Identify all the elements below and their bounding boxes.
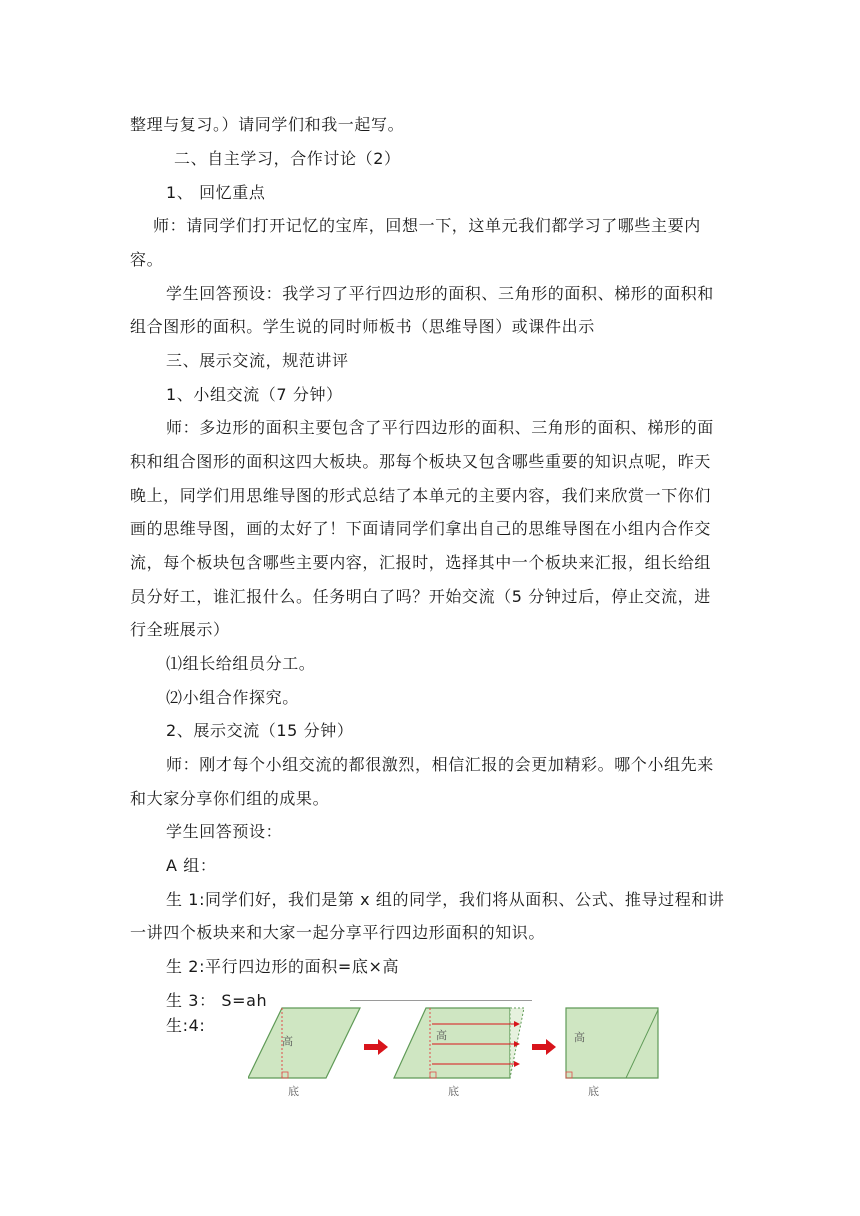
text-line: 师：多边形的面积主要包含了平行四边形的面积、三角形的面积、梯形的面 xyxy=(166,418,714,437)
figure-label-height: 高 xyxy=(436,1029,447,1042)
figure-label-height: 高 xyxy=(574,1031,585,1044)
text-line: 行全班展示） xyxy=(130,620,230,639)
text-line: 师：请同学们打开记忆的宝库，回想一下，这单元我们都学习了哪些主要内 xyxy=(153,216,701,235)
figure-label-base: 底 xyxy=(448,1085,459,1098)
section-heading: 二、自主学习，合作讨论（2） xyxy=(174,149,401,168)
arrow-head xyxy=(514,1061,520,1067)
parallelogram-derivation-figure xyxy=(248,996,662,1104)
arrow-icon xyxy=(532,1039,556,1055)
text-line: 晚上，同学们用思维导图的形式总结了本单元的主要内容，我们来欣赏一下你们 xyxy=(130,486,712,505)
text-line: 生 3： S=ah xyxy=(166,991,268,1010)
text-line: 师：刚才每个小组交流的都很激烈，相信汇报的会更加精彩。哪个小组先来 xyxy=(166,755,714,774)
figure-label-base: 底 xyxy=(588,1085,599,1098)
figure-label-height: 高 xyxy=(282,1035,293,1048)
text-line: 容。 xyxy=(130,250,164,269)
text-line: 整理与复习。）请同学们和我一起写。 xyxy=(130,115,405,134)
parallelogram-shape xyxy=(248,1008,360,1078)
text-line: A 组： xyxy=(166,856,217,875)
text-line: 流，每个板块包含哪些主要内容，汇报时，选择其中一个板块来汇报，组长给组 xyxy=(130,553,712,572)
text-line: 组合图形的面积。学生说的同时师板书（思维导图）或课件出示 xyxy=(130,317,595,336)
text-line: 学生回答预设：我学习了平行四边形的面积、三角形的面积、梯形的面积和 xyxy=(166,284,714,303)
text-line: 学生回答预设： xyxy=(166,822,283,841)
figure-label-base: 底 xyxy=(288,1085,299,1098)
text-line: 生:4: xyxy=(166,1016,206,1035)
text-line: 一讲四个板块来和大家一起分享平行四边形面积的知识。 xyxy=(130,923,546,942)
parallelogram-shape xyxy=(394,1008,510,1078)
text-line: 生 2:平行四边形的面积=底×高 xyxy=(166,957,400,976)
list-item: ⑵小组合作探究。 xyxy=(166,688,299,707)
list-item: ⑴组长给组员分工。 xyxy=(166,654,316,673)
text-line: 和大家分享你们组的成果。 xyxy=(130,789,330,808)
text-line: 生 1:同学们好，我们是第 x 组的同学，我们将从面积、公式、推导过程和讲 xyxy=(166,890,725,909)
subheading: 2、展示交流（15 分钟） xyxy=(166,721,354,740)
arrow-icon xyxy=(364,1039,388,1055)
section-heading: 三、展示交流，规范讲评 xyxy=(166,351,349,370)
subheading: 1、 回忆重点 xyxy=(166,183,266,202)
text-line: 积和组合图形的面积这四大板块。那每个板块又包含哪些重要的知识点呢，昨天 xyxy=(130,452,712,471)
text-line: 画的思维导图，画的太好了！下面请同学们拿出自己的思维导图在小组内合作交 xyxy=(130,519,712,538)
subheading: 1、小组交流（7 分钟） xyxy=(166,385,343,404)
text-line: 员分好工，谁汇报什么。任务明白了吗？开始交流（5 分钟过后，停止交流，进 xyxy=(130,587,711,606)
